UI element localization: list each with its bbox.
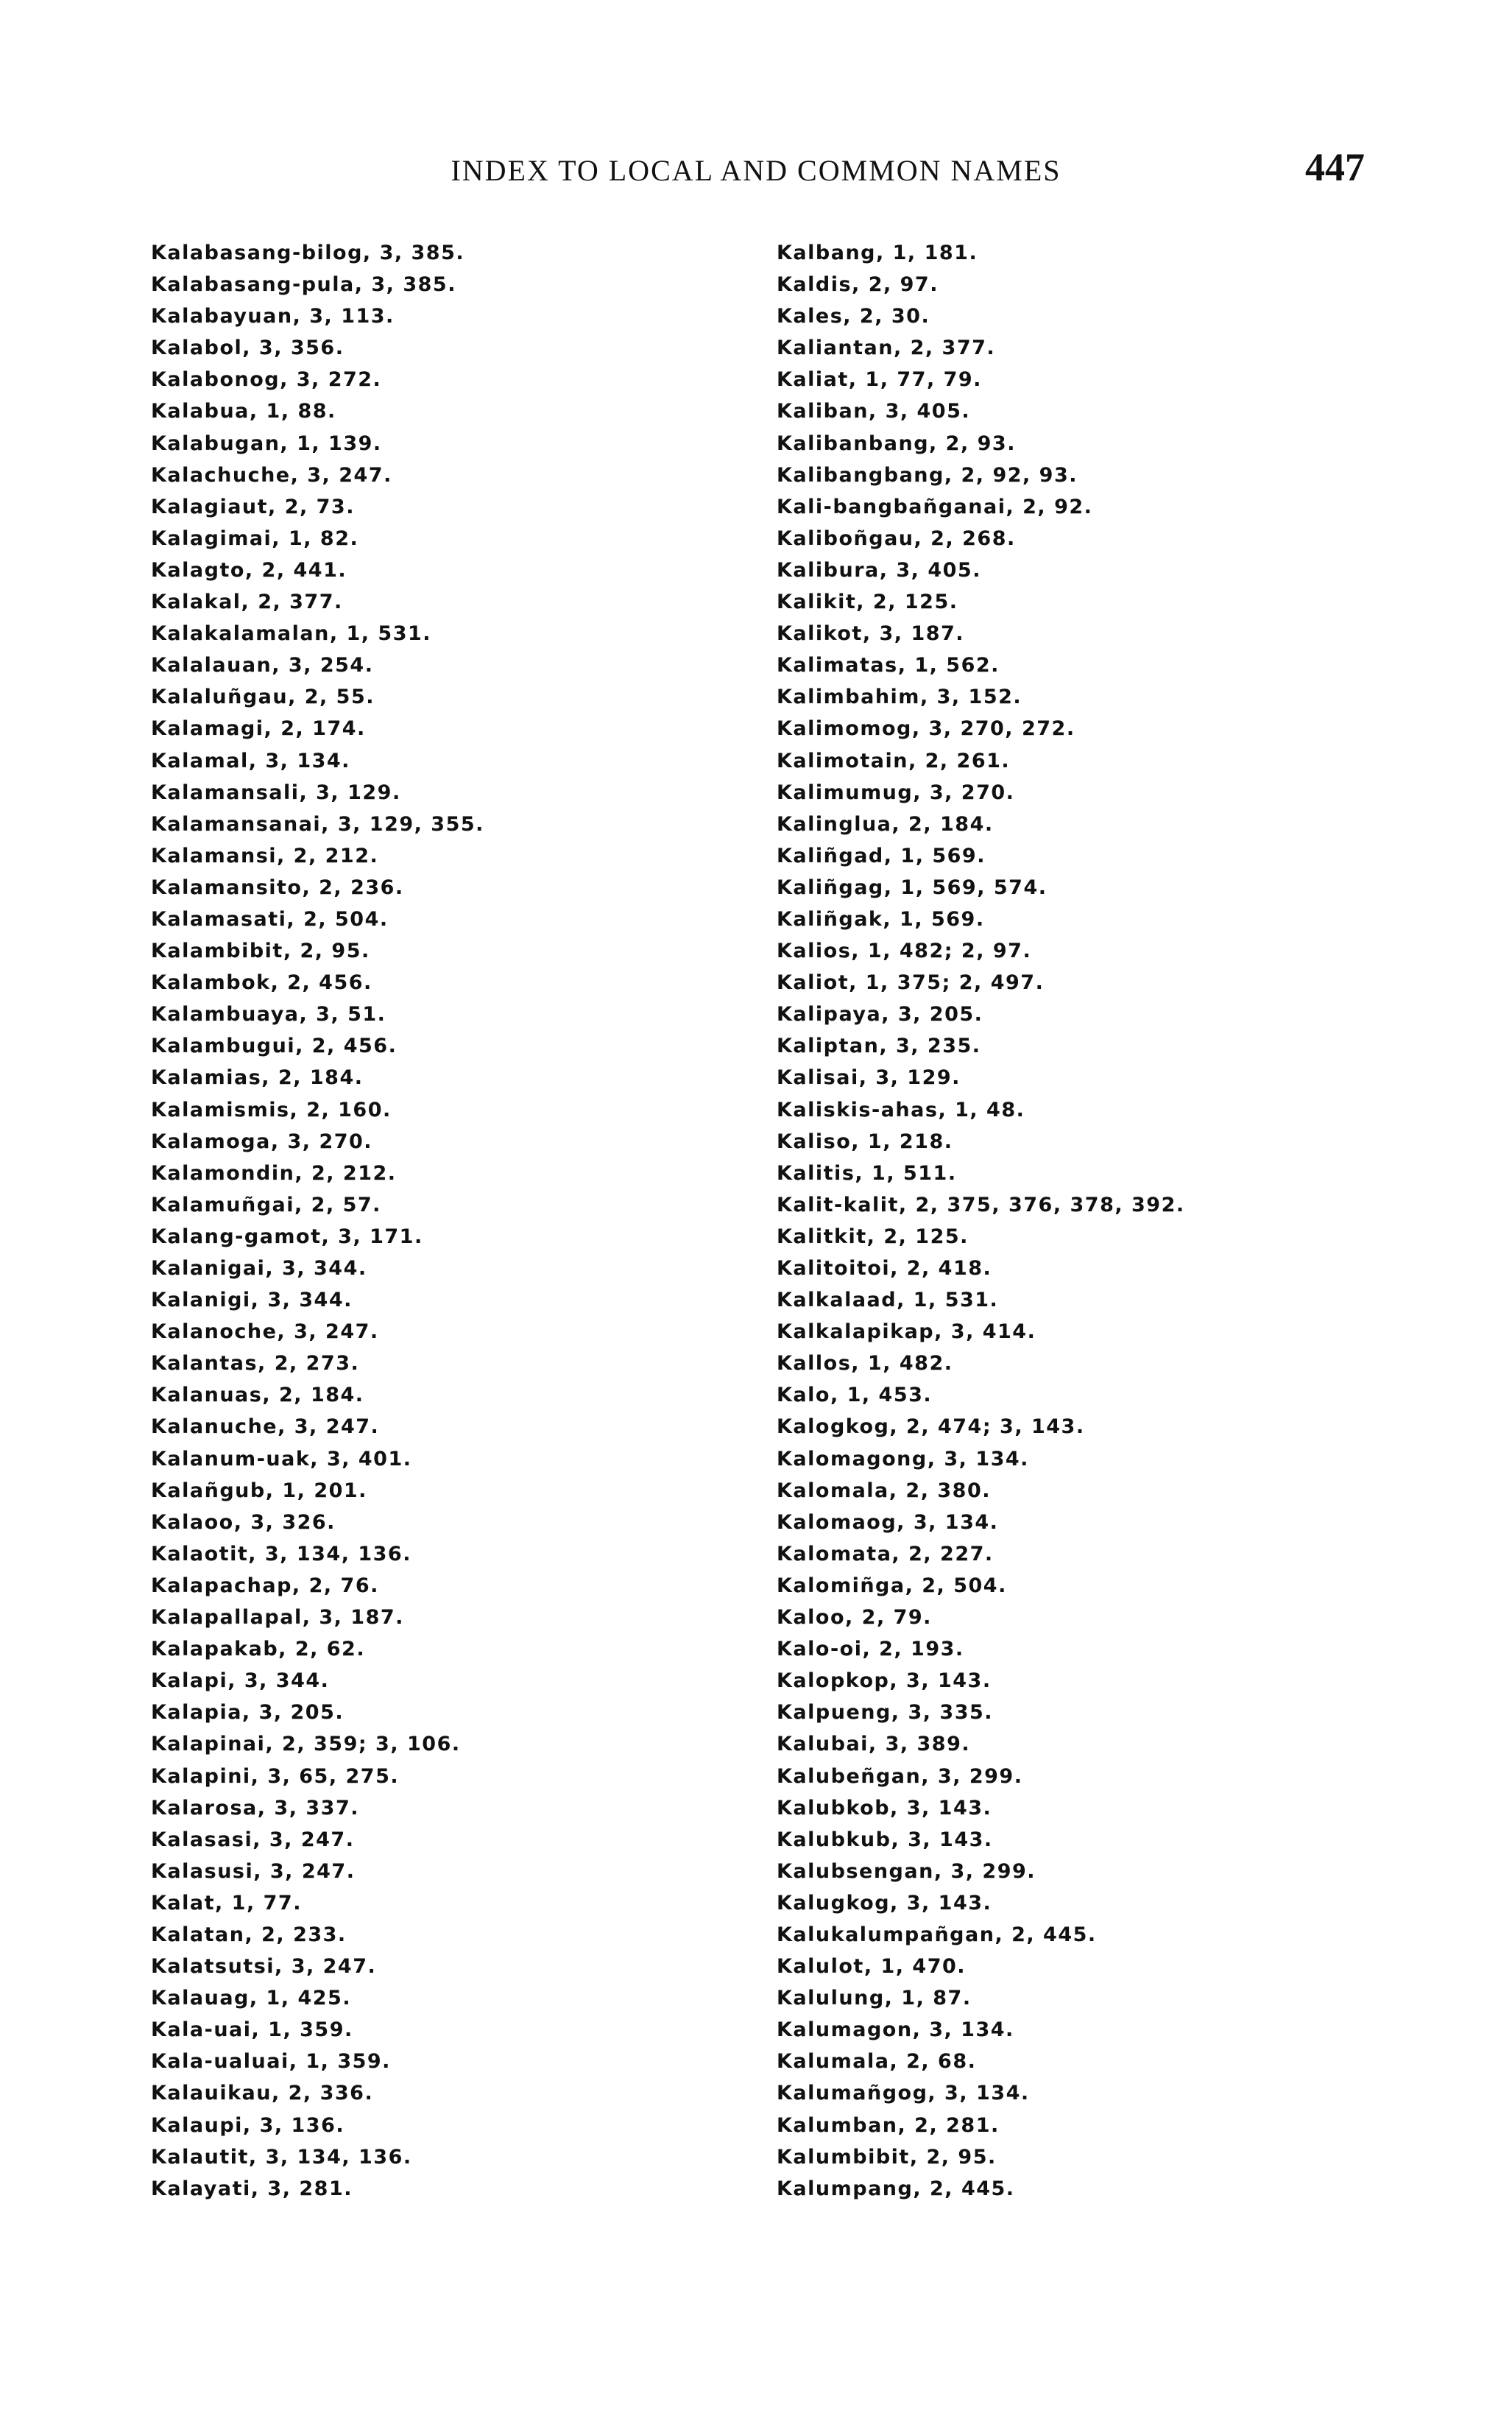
- index-entry: Kalamansanai, 3, 129, 355.: [151, 812, 484, 836]
- index-entry: Kalomiñga, 2, 504.: [777, 1574, 1007, 1597]
- index-entry: Kalanigai, 3, 344.: [151, 1257, 367, 1280]
- index-entry: Kalanoche, 3, 247.: [151, 1320, 379, 1344]
- index-entry: Kalamondin, 2, 212.: [151, 1161, 397, 1185]
- index-entry: Kalambibit, 2, 95.: [151, 940, 370, 963]
- index-entry: Kalamuñgai, 2, 57.: [151, 1193, 381, 1216]
- index-entry: Kalautit, 3, 134, 136.: [151, 2145, 412, 2169]
- index-entry: Kalamoga, 3, 270.: [151, 1130, 373, 1153]
- index-entry: Kalogkog, 2, 474; 3, 143.: [777, 1415, 1085, 1439]
- index-entry: Kalimumug, 3, 270.: [777, 781, 1015, 804]
- index-entry: Kalatsutsi, 3, 247.: [151, 1955, 377, 1979]
- index-entry: Kalibangbang, 2, 92, 93.: [777, 463, 1078, 487]
- index-entry: Kaliñgak, 1, 569.: [777, 907, 985, 931]
- index-entry: Kalabol, 3, 356.: [151, 337, 345, 360]
- index-entry: Kalatan, 2, 233.: [151, 1923, 347, 1946]
- index-entry: Kalanuas, 2, 184.: [151, 1384, 364, 1407]
- index-entry: Kalakalamalan, 1, 531.: [151, 622, 432, 646]
- index-entry: Kali-bangbañganai, 2, 92.: [777, 495, 1093, 518]
- index-entry: Kalagto, 2, 441.: [151, 558, 347, 582]
- index-entry: Kalantas, 2, 273.: [151, 1352, 360, 1376]
- index-entry: Kalo-oi, 2, 193.: [777, 1638, 964, 1661]
- index-entry: Kaliboñgau, 2, 268.: [777, 526, 1016, 550]
- index-entry: Kalimotain, 2, 261.: [777, 749, 1011, 772]
- index-entry: Kalamansi, 2, 212.: [151, 844, 379, 867]
- index-entry: Kalaluñgau, 2, 55.: [151, 686, 375, 709]
- index-entry: Kalachuche, 3, 247.: [151, 463, 392, 487]
- index-entry: Kalitoitoi, 2, 418.: [777, 1257, 992, 1280]
- index-entry: Kalabasang-pula, 3, 385.: [151, 273, 456, 297]
- index-entry: Kalabonog, 3, 272.: [151, 368, 382, 392]
- index-entry: Kalarosa, 3, 337.: [151, 1796, 359, 1820]
- index-entry: Kalapinai, 2, 359; 3, 106.: [151, 1733, 461, 1756]
- index-entry: Kalubsengan, 3, 299.: [777, 1859, 1036, 1883]
- index-entry: Kalaoo, 3, 326.: [151, 1510, 336, 1534]
- index-entry: Kalimatas, 1, 562.: [777, 654, 1000, 677]
- index-entry: Kalumala, 2, 68.: [777, 2050, 977, 2074]
- index-entry: Kaliñgad, 1, 569.: [777, 844, 986, 867]
- index-entry: Kalapakab, 2, 62.: [151, 1638, 366, 1661]
- index-entry: Kalakal, 2, 377.: [151, 591, 343, 614]
- index-entry: Kalimomog, 3, 270, 272.: [777, 717, 1075, 741]
- index-entry: Kalang-gamot, 3, 171.: [151, 1225, 423, 1248]
- index-entry: Kalpueng, 3, 335.: [777, 1701, 994, 1725]
- index-entry: Kalubeñgan, 3, 299.: [777, 1764, 1023, 1788]
- index-entry: Kalkalaad, 1, 531.: [777, 1289, 999, 1312]
- index-entry: Kalisai, 3, 129.: [777, 1066, 961, 1090]
- index-entry: Kalanigi, 3, 344.: [151, 1289, 353, 1312]
- index-entry: Kalauikau, 2, 336.: [151, 2082, 374, 2105]
- index-entry: Kaliot, 1, 375; 2, 497.: [777, 971, 1045, 995]
- index-entry: Kalomaog, 3, 134.: [777, 1510, 999, 1534]
- index-entry: Kalauag, 1, 425.: [151, 1987, 352, 2010]
- index-entry: Kalibanbang, 2, 93.: [777, 432, 1016, 455]
- index-entry: Kalulot, 1, 470.: [777, 1955, 967, 1979]
- index-entry: Kalitis, 1, 511.: [777, 1161, 957, 1185]
- index-entry: Kalamias, 2, 184.: [151, 1066, 364, 1090]
- index-column-right: [777, 237, 1380, 2205]
- index-entry: Kalañgub, 1, 201.: [151, 1479, 367, 1502]
- index-entry: Kalagiaut, 2, 73.: [151, 495, 355, 518]
- page-header: [147, 144, 1365, 203]
- index-entry: Kalbang, 1, 181.: [777, 242, 978, 264]
- index-entry: Kalapini, 3, 65, 275.: [151, 1764, 400, 1788]
- running-title: INDEX TO LOCAL AND COMMON NAMES: [451, 154, 1061, 187]
- index-entry: Kalabugan, 1, 139.: [151, 432, 382, 455]
- index-entry: Kalkalapikap, 3, 414.: [777, 1320, 1036, 1344]
- index-column-left: [151, 237, 755, 2205]
- index-entry: Kalanum-uak, 3, 401.: [151, 1447, 412, 1471]
- index-entry: Kalaupi, 3, 136.: [151, 2113, 345, 2137]
- index-entry: Kalikot, 3, 187.: [777, 622, 965, 646]
- index-entry: Kalo, 1, 453.: [777, 1384, 933, 1407]
- index-entry: Kalapallapal, 3, 187.: [151, 1606, 404, 1630]
- page-number: 447: [1305, 145, 1365, 189]
- index-entry: Kalapachap, 2, 76.: [151, 1574, 379, 1597]
- index-entry: Kalalauan, 3, 254.: [151, 654, 374, 677]
- index-entry: Kalumagon, 3, 134.: [777, 2018, 1014, 2042]
- index-entry: Kalopkop, 3, 143.: [777, 1669, 992, 1693]
- index-entry: Kalamagi, 2, 174.: [151, 717, 366, 741]
- index-entry: Kalasusi, 3, 247.: [151, 1859, 356, 1883]
- index-entry: Kaloo, 2, 79.: [777, 1606, 932, 1630]
- index-entry: Kalayati, 3, 281.: [151, 2177, 353, 2200]
- index-entry: Kalinglua, 2, 184.: [777, 812, 994, 836]
- index-entry: Kalubkob, 3, 143.: [777, 1796, 992, 1820]
- index-entry: Kaliptan, 3, 235.: [777, 1035, 981, 1058]
- index-entry: Kalamal, 3, 134.: [151, 749, 350, 772]
- index-entry: Kalukalumpañgan, 2, 445.: [777, 1923, 1097, 1946]
- index-entry: Kalamansito, 2, 236.: [151, 876, 404, 899]
- index-entry: Kalabayuan, 3, 113.: [151, 305, 395, 328]
- index-entry: Kalat, 1, 77.: [151, 1891, 302, 1915]
- index-entry: Kalugkog, 3, 143.: [777, 1891, 992, 1915]
- index-entry: Kalipaya, 3, 205.: [777, 1003, 983, 1026]
- index-entry: Kalubkub, 3, 143.: [777, 1828, 993, 1851]
- index-entry: Kalapia, 3, 205.: [151, 1701, 345, 1725]
- index-entry: Kalambok, 2, 456.: [151, 971, 372, 995]
- index-entry: Kalamismis, 2, 160.: [151, 1098, 392, 1121]
- index-entry: Kalumban, 2, 281.: [777, 2113, 1000, 2137]
- index-entry: Kalapi, 3, 344.: [151, 1669, 330, 1693]
- index-entry: Kallos, 1, 482.: [777, 1352, 953, 1376]
- index-entry: Kalumbibit, 2, 95.: [777, 2145, 997, 2169]
- index-entry: Kaliso, 1, 218.: [777, 1130, 953, 1153]
- index-entry: Kalit-kalit, 2, 375, 376, 378, 392.: [777, 1193, 1185, 1216]
- index-entry: Kalasasi, 3, 247.: [151, 1828, 355, 1851]
- index-entry: Kalikit, 2, 125.: [777, 591, 958, 614]
- index-entry: Kalubai, 3, 389.: [777, 1733, 971, 1756]
- index-entry: Kala-ualuai, 1, 359.: [151, 2050, 391, 2074]
- index-entry: Kalamansali, 3, 129.: [151, 781, 401, 804]
- index-entry: Kalitkit, 2, 125.: [777, 1225, 969, 1248]
- index-entry: Kalumpang, 2, 445.: [777, 2177, 1015, 2200]
- index-entry: Kalamasati, 2, 504.: [151, 907, 389, 931]
- index-entry: Kaliñgag, 1, 569, 574.: [777, 876, 1048, 899]
- index-entry: Kalomata, 2, 227.: [777, 1542, 994, 1566]
- index-entry: Kalagimai, 1, 82.: [151, 526, 359, 550]
- index-entry: Kalanuche, 3, 247.: [151, 1415, 380, 1439]
- index-entry: Kalabua, 1, 88.: [151, 400, 336, 423]
- index-entry: Kalambuaya, 3, 51.: [151, 1003, 386, 1026]
- index-entry: Kalaotit, 3, 134, 136.: [151, 1542, 411, 1566]
- index-entry: Kalulung, 1, 87.: [777, 1987, 972, 2010]
- index-entry: Kaliban, 3, 405.: [777, 400, 971, 423]
- index-entry: Kaliat, 1, 77, 79.: [777, 368, 982, 392]
- index-entry: Kaldis, 2, 97.: [777, 273, 939, 297]
- index-entry: Kaliantan, 2, 377.: [777, 337, 996, 360]
- index-entry: Kalomala, 2, 380.: [777, 1479, 991, 1502]
- index-entry: Kalumañgog, 3, 134.: [777, 2082, 1030, 2105]
- index-entry: Kalios, 1, 482; 2, 97.: [777, 940, 1032, 963]
- index-entry: Kaliskis-ahas, 1, 48.: [777, 1098, 1025, 1121]
- index-entry: Kalabasang-bilog, 3, 385.: [151, 242, 465, 264]
- index-entry: Kales, 2, 30.: [777, 305, 930, 328]
- index-entry: Kalibura, 3, 405.: [777, 558, 981, 582]
- index-entry: Kalimbahim, 3, 152.: [777, 686, 1022, 709]
- index-entry: Kalambugui, 2, 456.: [151, 1035, 398, 1058]
- index-entry: Kala-uai, 1, 359.: [151, 2018, 353, 2042]
- index-entry: Kalomagong, 3, 134.: [777, 1447, 1029, 1471]
